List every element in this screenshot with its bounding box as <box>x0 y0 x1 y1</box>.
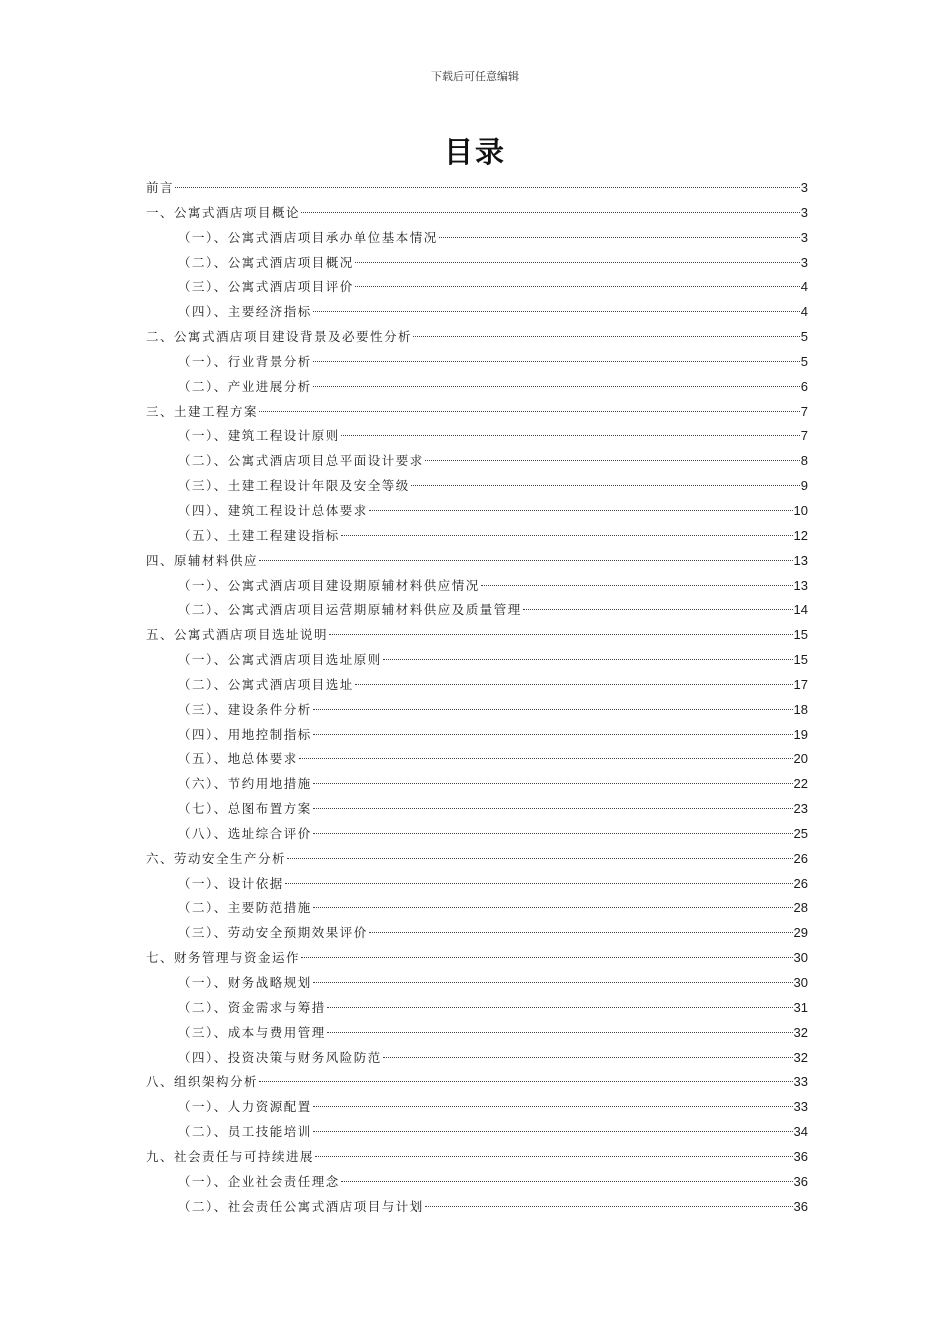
toc-dot-leader <box>287 858 793 859</box>
toc-dot-leader <box>425 1206 793 1207</box>
toc-entry-label: （二）、公寓式酒店项目选址 <box>178 676 354 692</box>
toc-entry-label: （二）、公寓式酒店项目运营期原辅材料供应及质量管理 <box>178 602 522 618</box>
toc-entry[interactable] <box>146 921 808 946</box>
toc-dot-leader <box>285 883 793 884</box>
toc-entry-label: 八、组织架构分析 <box>146 1074 259 1090</box>
toc-entry-label: （一）、企业社会责任理念 <box>178 1173 340 1189</box>
toc-entry-label: （四）、用地控制指标 <box>178 726 312 742</box>
toc-entry-page-number: 15 <box>793 652 808 668</box>
toc-entry-page-number: 25 <box>793 825 808 841</box>
toc-entry[interactable] <box>146 251 808 276</box>
toc-entry-label: （三）、建设条件分析 <box>178 701 312 717</box>
toc-entry[interactable] <box>146 424 808 449</box>
toc-dot-leader <box>369 510 793 511</box>
toc-entry-page-number: 26 <box>793 875 808 891</box>
toc-entry-label: （二）、主要防范措施 <box>178 900 312 916</box>
toc-entry-label: （二）、公寓式酒店项目概况 <box>178 254 354 270</box>
toc-entry[interactable] <box>146 1195 808 1220</box>
toc-dot-leader <box>313 386 800 387</box>
toc-dot-leader <box>327 1032 793 1033</box>
toc-entry-page-number: 5 <box>800 353 808 369</box>
toc-title: 目录 <box>443 135 506 169</box>
toc-entry-page-number: 3 <box>800 180 808 195</box>
toc-entry-page-number: 19 <box>793 726 808 742</box>
table-of-contents <box>146 176 808 1219</box>
toc-entry-page-number: 4 <box>800 304 808 320</box>
toc-entry-label: 前言 <box>146 180 175 195</box>
toc-entry-label: （二）、社会责任公寓式酒店项目与计划 <box>178 1198 424 1214</box>
toc-entry-page-number: 23 <box>793 801 808 817</box>
toc-entry-page-number: 13 <box>793 552 808 568</box>
toc-entry-page-number: 12 <box>793 527 808 543</box>
toc-entry-page-number: 5 <box>800 329 808 345</box>
toc-entry-page-number: 3 <box>800 229 808 245</box>
toc-dot-leader <box>313 783 793 784</box>
toc-dot-leader <box>341 535 793 536</box>
toc-entry-page-number: 17 <box>793 676 808 692</box>
toc-entry-page-number: 20 <box>793 751 808 767</box>
toc-dot-leader <box>313 709 793 710</box>
toc-dot-leader <box>329 634 793 635</box>
toc-entry[interactable] <box>146 747 808 772</box>
toc-entry[interactable] <box>146 598 808 623</box>
toc-entry-label: （五）、土建工程建设指标 <box>178 527 340 543</box>
toc-entry-page-number: 4 <box>800 279 808 295</box>
toc-entry[interactable] <box>146 772 808 797</box>
toc-entry-page-number: 3 <box>800 204 808 220</box>
toc-entry-label: （六）、节约用地措施 <box>178 776 312 792</box>
toc-entry-page-number: 29 <box>793 925 808 941</box>
toc-entry-page-number: 22 <box>793 776 808 792</box>
toc-entry-label: （一）、公寓式酒店项目建设期原辅材料供应情况 <box>178 577 480 593</box>
toc-entry-label: （一）、建筑工程设计原则 <box>178 428 340 444</box>
toc-entry-label: 一、公寓式酒店项目概论 <box>146 204 301 220</box>
toc-entry-label: 九、社会责任与可持续进展 <box>146 1148 315 1164</box>
toc-dot-leader <box>383 659 793 660</box>
toc-entry[interactable] <box>146 1095 808 1120</box>
toc-entry-page-number: 36 <box>793 1198 808 1214</box>
toc-dot-leader <box>341 1181 793 1182</box>
toc-entry[interactable] <box>146 375 808 400</box>
toc-entry[interactable] <box>146 847 808 872</box>
toc-entry-label: （四）、建筑工程设计总体要求 <box>178 502 368 518</box>
toc-entry-label: 七、财务管理与资金运作 <box>146 950 301 966</box>
toc-entry-label: （四）、主要经济指标 <box>178 304 312 320</box>
toc-dot-leader <box>315 1156 793 1157</box>
toc-entry[interactable] <box>146 325 808 350</box>
toc-entry[interactable] <box>146 300 808 325</box>
toc-entry[interactable] <box>146 499 808 524</box>
toc-dot-leader <box>355 286 800 287</box>
toc-entry-label: （三）、劳动安全预期效果评价 <box>178 925 368 941</box>
toc-entry[interactable] <box>146 226 808 251</box>
toc-dot-leader <box>313 311 800 312</box>
toc-entry-page-number: 7 <box>800 428 808 444</box>
toc-entry[interactable] <box>146 549 808 574</box>
toc-entry[interactable] <box>146 822 808 847</box>
toc-entry[interactable] <box>146 275 808 300</box>
toc-entry[interactable] <box>146 1021 808 1046</box>
toc-entry-page-number: 34 <box>793 1124 808 1140</box>
toc-entry-page-number: 18 <box>793 701 808 717</box>
toc-entry[interactable] <box>146 723 808 748</box>
toc-entry-page-number: 13 <box>793 577 808 593</box>
toc-dot-leader <box>411 485 800 486</box>
toc-entry-label: 三、土建工程方案 <box>146 403 259 419</box>
page-header: 下载后可任意编辑 <box>431 70 519 83</box>
toc-entry[interactable] <box>146 449 808 474</box>
toc-entry[interactable] <box>146 176 808 201</box>
toc-entry-label: 二、公寓式酒店项目建设背景及必要性分析 <box>146 329 413 345</box>
toc-dot-leader <box>413 336 800 337</box>
toc-entry[interactable] <box>146 350 808 375</box>
toc-entry-label: （二）、员工技能培训 <box>178 1124 312 1140</box>
toc-dot-leader <box>313 808 793 809</box>
toc-entry-page-number: 31 <box>793 999 808 1015</box>
toc-entry-label: （一）、人力资源配置 <box>178 1099 312 1115</box>
toc-entry[interactable] <box>146 400 808 425</box>
toc-entry-label: （一）、公寓式酒店项目承办单位基本情况 <box>178 229 438 245</box>
toc-entry-page-number: 32 <box>793 1024 808 1040</box>
toc-entry-label: （一）、财务战略规划 <box>178 975 312 990</box>
toc-entry-label: （四）、投资决策与财务风险防范 <box>178 1049 382 1065</box>
toc-entry[interactable] <box>146 946 808 971</box>
toc-entry-page-number: 6 <box>800 378 808 394</box>
toc-entry[interactable] <box>146 623 808 648</box>
toc-dot-leader <box>327 1007 793 1008</box>
toc-entry-label: （一）、行业背景分析 <box>178 353 312 369</box>
toc-entry-page-number: 8 <box>800 453 808 469</box>
toc-dot-leader <box>259 411 800 412</box>
toc-entry-label: （七）、总图布置方案 <box>178 801 312 817</box>
toc-dot-leader <box>259 560 793 561</box>
toc-entry-page-number: 7 <box>800 403 808 419</box>
toc-entry-page-number: 9 <box>800 478 808 494</box>
toc-entry-label: （一）、公寓式酒店项目选址原则 <box>178 652 382 668</box>
toc-entry[interactable] <box>146 896 808 921</box>
toc-entry-page-number: 15 <box>793 627 808 643</box>
toc-entry[interactable] <box>146 474 808 499</box>
toc-entry[interactable] <box>146 872 808 897</box>
toc-entry[interactable] <box>146 574 808 599</box>
toc-entry[interactable] <box>146 648 808 673</box>
toc-entry-page-number: 33 <box>793 1074 808 1090</box>
toc-entry[interactable] <box>146 1046 808 1071</box>
toc-dot-leader <box>313 361 800 362</box>
toc-entry-label: （一）、设计依据 <box>178 875 284 891</box>
toc-entry-label: （二）、公寓式酒店项目总平面设计要求 <box>178 453 424 469</box>
toc-entry[interactable] <box>146 971 808 996</box>
toc-dot-leader <box>425 460 800 461</box>
toc-dot-leader <box>301 957 793 958</box>
toc-entry-label: （三）、公寓式酒店项目评价 <box>178 279 354 295</box>
toc-entry-label: （五）、地总体要求 <box>178 751 298 767</box>
toc-entry[interactable] <box>146 524 808 549</box>
toc-entry-page-number: 14 <box>793 602 808 618</box>
toc-dot-leader <box>313 907 793 908</box>
toc-entry[interactable] <box>146 673 808 698</box>
toc-dot-leader <box>355 684 793 685</box>
toc-dot-leader <box>523 609 793 610</box>
toc-entry-label: （八）、选址综合评价 <box>178 825 312 841</box>
toc-dot-leader <box>439 237 800 238</box>
toc-entry[interactable] <box>146 797 808 822</box>
toc-entry[interactable] <box>146 1070 808 1095</box>
toc-entry-label: 四、原辅材料供应 <box>146 552 259 568</box>
toc-entry[interactable] <box>146 1170 808 1195</box>
toc-entry-page-number: 3 <box>800 254 808 270</box>
toc-entry-page-number: 10 <box>793 502 808 518</box>
toc-entry[interactable] <box>146 1145 808 1170</box>
toc-entry-page-number: 30 <box>793 975 808 990</box>
toc-entry-page-number: 36 <box>793 1173 808 1189</box>
toc-dot-leader <box>313 982 793 983</box>
toc-dot-leader <box>313 1106 793 1107</box>
toc-dot-leader <box>313 734 793 735</box>
toc-entry-label: 五、公寓式酒店项目选址说明 <box>146 627 329 643</box>
toc-entry-label: （三）、土建工程设计年限及安全等级 <box>178 478 410 494</box>
toc-entry-label: （二）、资金需求与筹措 <box>178 999 326 1015</box>
toc-entry-page-number: 32 <box>793 1049 808 1065</box>
toc-dot-leader <box>383 1057 793 1058</box>
toc-entry-label: 六、劳动安全生产分析 <box>146 850 287 866</box>
toc-entry[interactable] <box>146 1120 808 1145</box>
toc-entry-page-number: 28 <box>793 900 808 916</box>
toc-dot-leader <box>313 833 793 834</box>
toc-dot-leader <box>259 1081 793 1082</box>
toc-entry[interactable] <box>146 698 808 723</box>
toc-dot-leader <box>369 932 793 933</box>
toc-dot-leader <box>313 1131 793 1132</box>
toc-entry-page-number: 36 <box>793 1148 808 1164</box>
toc-entry[interactable] <box>146 996 808 1021</box>
toc-entry-label: （三）、成本与费用管理 <box>178 1024 326 1040</box>
toc-dot-leader <box>481 585 793 586</box>
toc-entry-page-number: 26 <box>793 850 808 866</box>
toc-dot-leader <box>299 758 793 759</box>
toc-entry-page-number: 33 <box>793 1099 808 1115</box>
toc-dot-leader <box>355 262 800 263</box>
toc-entry[interactable] <box>146 201 808 226</box>
toc-dot-leader <box>301 212 800 213</box>
toc-dot-leader <box>341 435 800 436</box>
toc-entry-label: （二）、产业进展分析 <box>178 378 312 394</box>
toc-entry-page-number: 30 <box>793 950 808 966</box>
toc-dot-leader <box>175 187 800 188</box>
